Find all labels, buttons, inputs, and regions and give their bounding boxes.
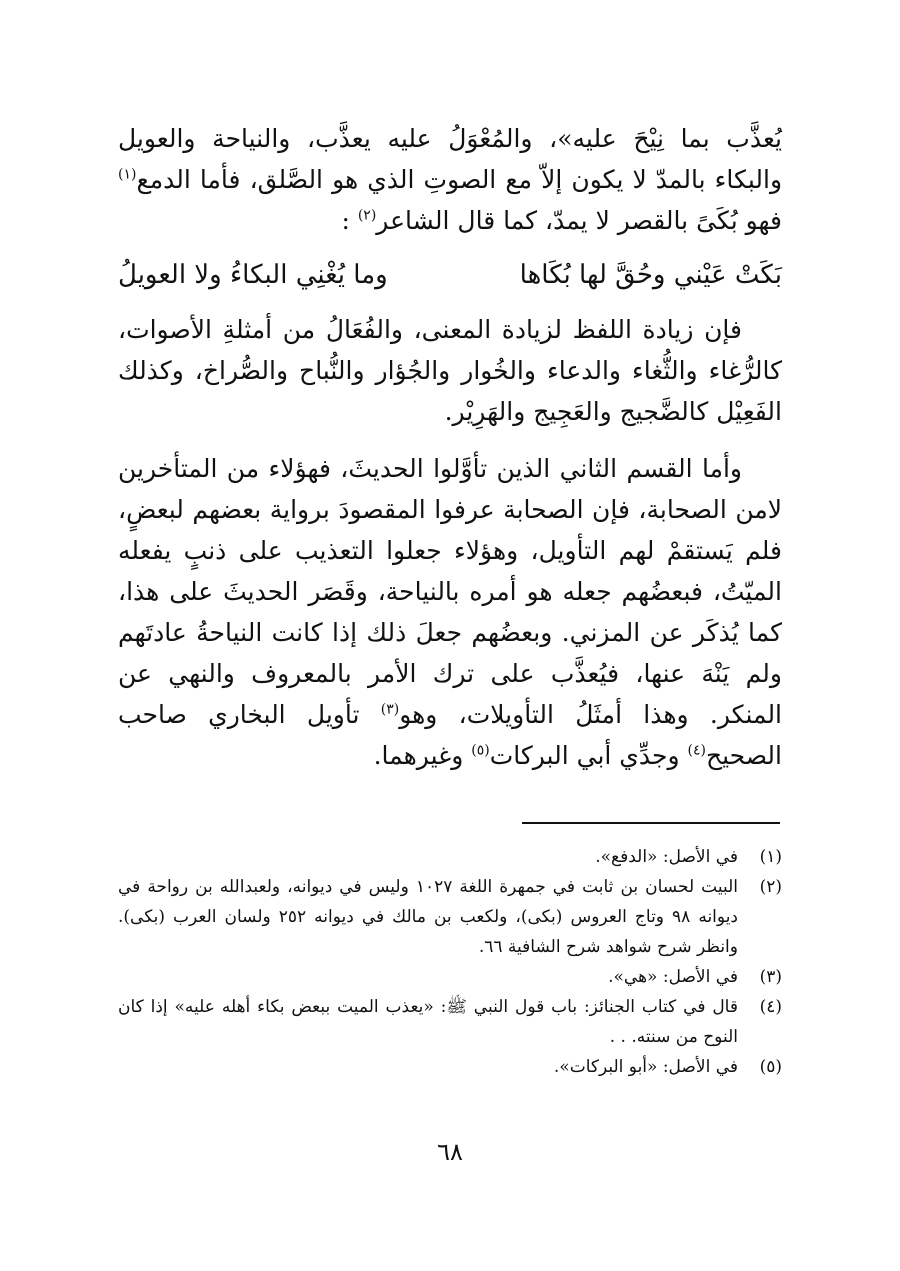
footnote-number: (٢) xyxy=(759,877,782,897)
verse-second-hemistich: وما يُغْنِي البكاءُ ولا العويلُ xyxy=(118,260,388,290)
footnote-number: (٥) xyxy=(759,1057,782,1077)
footnote-ref-2: (٢) xyxy=(357,207,377,224)
paragraph-1-line-2: بالمدّ لا يكون إلاّ مع الصوتِ الذي هو الصَّلق، فأما الدمع xyxy=(136,165,706,194)
footnote-ref-1: (١) xyxy=(118,166,137,183)
poetry-verse xyxy=(118,253,782,297)
paragraph-3-text-b: تأويل البخاري صاحب الصحيح xyxy=(118,700,782,770)
spacer xyxy=(118,432,782,448)
paragraph-2: فإن زيادة اللفظ لزيادة المعنى، والفُعَالُ من أمثلةِ الأصوات، كالرُّغاء والثُّغاء والدعاء والخُوار والجُؤار والنُّباح والصُّراخ، وكذلك الفَعِيْل كالضَّجيج والعَجِيج والهَرِيْر. xyxy=(118,315,782,426)
footnote-separator xyxy=(522,822,780,824)
footnote-number: (٣) xyxy=(759,967,782,987)
page-number: ٦٨ xyxy=(437,1138,463,1166)
footnotes xyxy=(118,842,782,1082)
footnote-text: في الأصل: «أبو البركات». xyxy=(553,1057,738,1077)
footnote-number: (٤) xyxy=(759,997,782,1017)
paragraph-3 xyxy=(118,448,782,776)
footnote-text: قال في كتاب الجنائز: باب قول النبي ﷺ: «يعذب الميت ببعض بكاء أهله عليه» إذا كان النوح من سنته. . . xyxy=(118,997,738,1047)
footnote-5 xyxy=(118,1052,782,1082)
main-text xyxy=(118,118,782,776)
footnote-ref-3: (٣) xyxy=(380,701,400,718)
footnote-ref-4: (٤) xyxy=(687,742,706,759)
paragraph-1-line-1: يُعذَّب بما نِيْحَ عليه»، والمُعْوَلُ عليه يعذَّب، والنياحة والعويل والبكاء xyxy=(118,124,783,194)
footnote-ref-5: (٥) xyxy=(471,742,490,759)
verse-first-hemistich: بَكَتْ عَيْني وحُقَّ لها بُكَاها xyxy=(519,260,782,290)
paragraph-1-line-3: بالقصر لا يمدّ، كما قال الشاعر xyxy=(376,206,689,235)
footnote-4 xyxy=(118,992,782,1052)
paragraph-3-text-d: وغيرهما. xyxy=(373,741,472,770)
footnote-number: (١) xyxy=(759,847,782,867)
paragraph-1-line-3-tail: : xyxy=(341,206,358,235)
paragraph-3-text-c: وجدِّي أبي البركات xyxy=(489,741,688,770)
footnote-1 xyxy=(118,842,782,872)
footnote-text: في الأصل: «الدفع». xyxy=(595,847,738,867)
spacer xyxy=(118,297,782,309)
paragraph-1 xyxy=(118,118,782,241)
paragraph-3-text-a: وأما القسم الثاني الذين تأوَّلوا الحديثَ، فهؤلاء من المتأخرين لامن الصحابة، فإن الصحابة عرفوا المقصودَ برواية بعضهم لبعضٍ، فلم يَستقمْ لهم التأويل، وهؤلاء جعلوا التعذيب على ذنبٍ يفعله الميّتُ، فبعضُهم جعله هو أمره بالنياحة، وقَصَر الحديثَ على هذا، كما يُذكَر عن المزني. وبعضُهم جعلَ ذلك إذا كانت النياحةُ عادتَهم ولم يَنْهَ عنها، فيُعذَّب على ترك الأمر بالمعروف والنهي عن المنكر. وهذا أمثَلُ التأويلات، وهو xyxy=(118,454,783,729)
footnote-text: في الأصل: «هي». xyxy=(608,967,738,987)
spacer xyxy=(118,241,782,253)
footnote-3 xyxy=(118,962,782,992)
footnote-2 xyxy=(118,872,782,962)
footnote-text: البيت لحسان بن ثابت في جمهرة اللغة ١٠٢٧ وليس في ديوانه، ولعبدالله بن رواحة في ديوانه ٩٨ وتاج العروس (بكى)، ولكعب بن مالك في ديوانه ٢٥٢ ولسان العرب (بكى). وانظر شرح شواهد شرح الشافية ٦٦. xyxy=(118,877,739,957)
paragraph-1-line-2-tail: فهو بُكَىً xyxy=(696,206,782,235)
